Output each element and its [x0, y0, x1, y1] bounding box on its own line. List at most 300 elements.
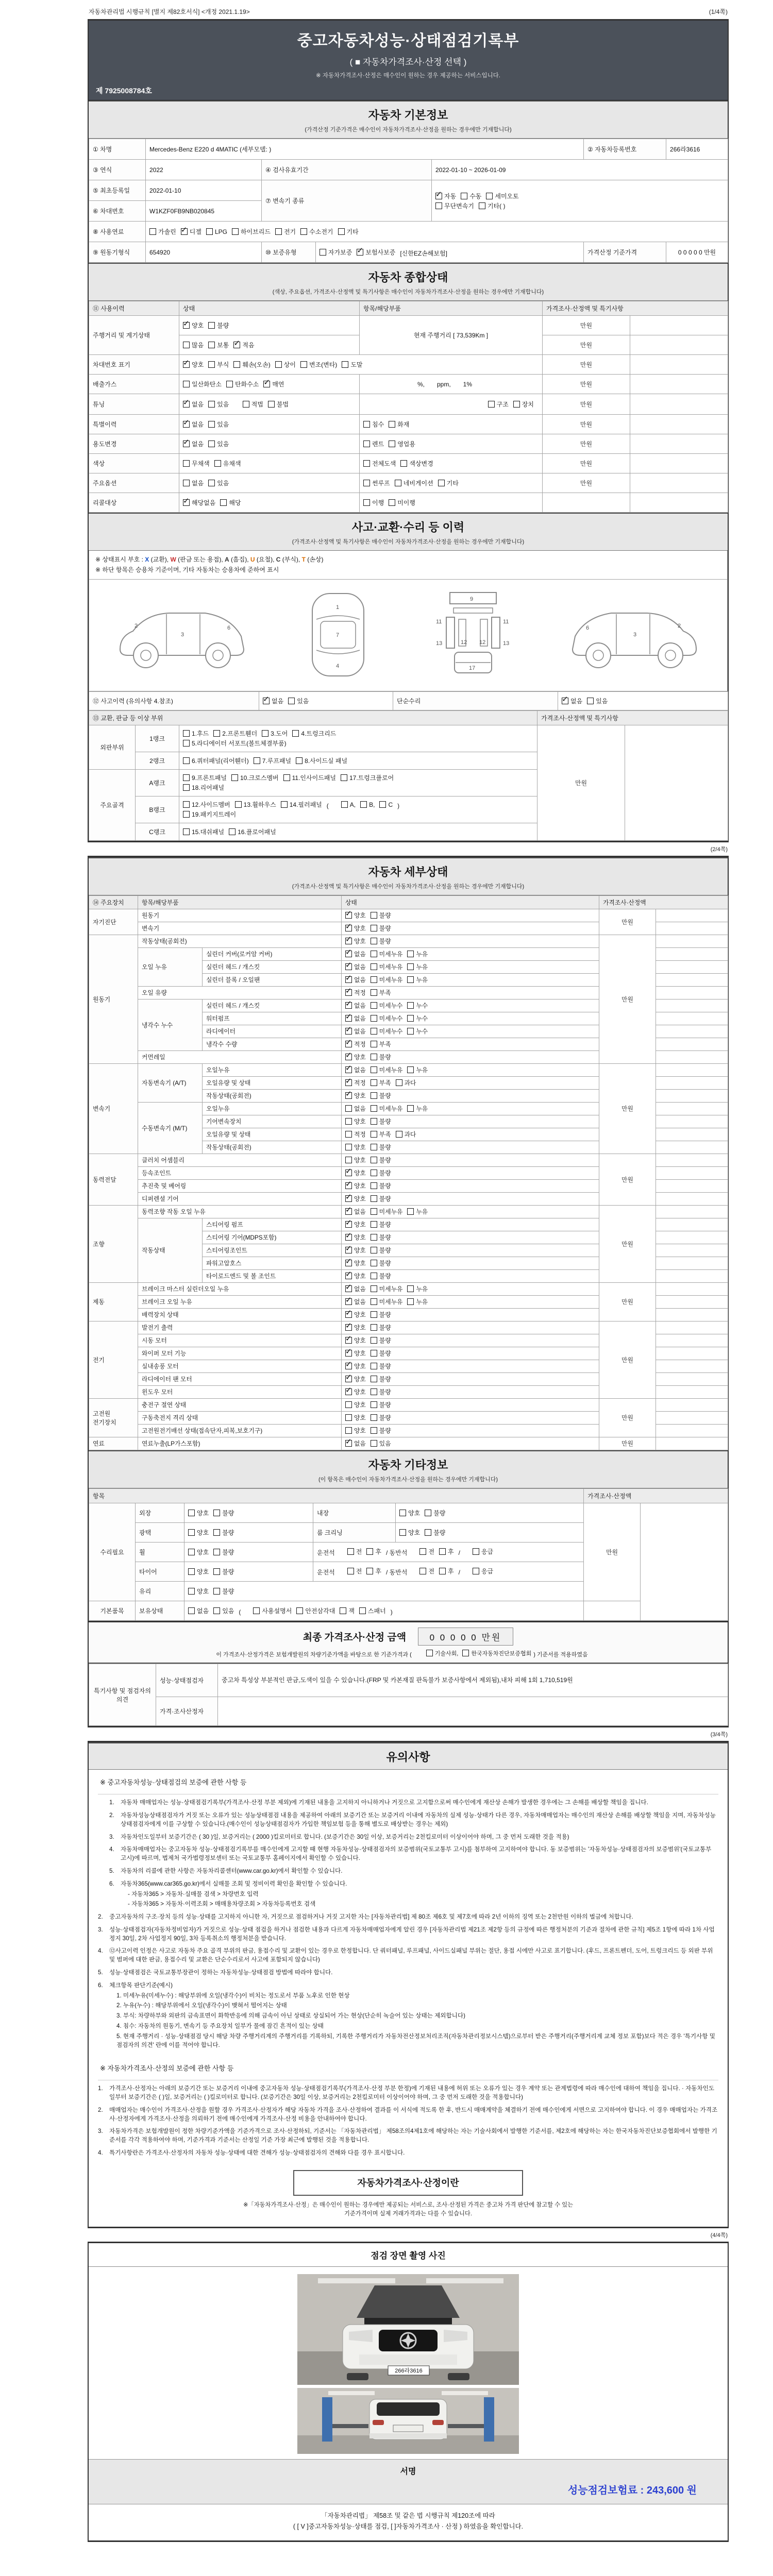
checkbox-부족[interactable]: 부족 [371, 1040, 391, 1048]
legend-symbol-C: C [276, 556, 281, 563]
tuning-legal-checks [243, 402, 293, 409]
notice-item [109, 1867, 718, 1876]
checkbox-하이브리드[interactable]: 하이브리드 [232, 227, 271, 236]
checkbox-불량[interactable]: 불량 [371, 924, 391, 933]
checkbox-유채색[interactable]: 유채색 [214, 459, 241, 468]
checkbox-양호[interactable]: ✓ 양호 [345, 937, 366, 945]
checkbox-구조[interactable]: 구조 [488, 400, 509, 409]
checkbox-불량[interactable]: 불량 [371, 1413, 391, 1422]
checkbox-icon [345, 1144, 352, 1150]
checkbox-불량[interactable]: 불량 [371, 1362, 391, 1370]
overall-status-header [89, 263, 728, 301]
checkbox-많음[interactable]: 많음 [183, 341, 204, 349]
item-label: 오일 유량 [138, 986, 342, 999]
checkbox-A,[interactable]: A, [341, 801, 356, 808]
checkbox-없음[interactable]: ✓ 없음 [345, 950, 366, 958]
legend-desc: (흠집), [229, 556, 250, 563]
checkbox-icon [345, 1182, 352, 1189]
checkbox-후[interactable]: 후 [439, 1567, 454, 1575]
checkbox-양호[interactable]: ✓ 양호 [345, 1323, 366, 1332]
checkbox-없음[interactable]: ✓ 없음 [345, 1014, 366, 1023]
checkbox-수소전기[interactable]: 수소전기 [300, 227, 333, 236]
checkbox-없음[interactable]: ✓ 없음 [345, 1001, 366, 1010]
checkbox-6.쿼터패널(리어휀더)[interactable]: 6.쿼터패널(리어휀더) [183, 756, 249, 765]
checkbox-미세누유[interactable]: 미세누유 [371, 975, 403, 984]
checkbox-적정[interactable]: ✓ 적정 [345, 1040, 366, 1048]
checkbox-icon [396, 1079, 402, 1086]
checkbox-불량[interactable]: 불량 [425, 1528, 445, 1537]
checkbox-없음[interactable]: ✓ 없음 [345, 1065, 366, 1074]
checkbox-기타[interactable]: 기타 [438, 479, 459, 487]
checkbox-양호[interactable]: ✓ 양호 [345, 1387, 366, 1396]
checkbox-불량[interactable]: 불량 [371, 1091, 391, 1100]
checkbox-잭[interactable]: 잭 [340, 1606, 355, 1615]
checkbox-있음[interactable]: 있음 [587, 697, 608, 705]
checkbox-불량[interactable]: 불량 [371, 1053, 391, 1061]
checkbox-17.트렁크플로어[interactable]: 17.트렁크플로어 [341, 773, 394, 782]
checkbox-도말[interactable]: 도말 [342, 360, 362, 369]
checkbox-부족[interactable]: 부족 [371, 1078, 391, 1087]
checkbox-icon [395, 480, 401, 486]
checkbox-icon [263, 381, 270, 387]
checkbox-누유[interactable]: 누유 [407, 1297, 428, 1306]
notice-text: 특기사항란은 가격조사·산정자의 자동차 성능·상태에 대한 견해가 성능·상태점검자의 견해와 다를 경우 표시합니다. [109, 2149, 405, 2157]
state-checks [342, 1437, 599, 1450]
checkbox-미세누유[interactable]: 미세누유 [371, 1297, 403, 1306]
checkbox-불량[interactable]: 불량 [213, 1548, 234, 1556]
checkbox-icon [345, 1131, 352, 1138]
checkbox-12.사이드멤버[interactable]: 12.사이드멤버 [183, 800, 230, 809]
notices-header [89, 1742, 728, 1770]
checkbox-기술사회,[interactable]: 기술사회, [426, 1649, 459, 1657]
checkbox-양호[interactable]: 양호 [188, 1587, 209, 1596]
note-cell [630, 394, 728, 415]
checkbox-C[interactable]: C [379, 801, 393, 808]
checkbox-양호[interactable]: ✓ 양호 [345, 1181, 366, 1190]
state-checks [342, 1424, 599, 1437]
checkbox-스패너[interactable]: 스패너 [359, 1606, 386, 1615]
checkbox-icon [183, 361, 190, 368]
checkbox-icon [371, 1234, 377, 1241]
checkbox-불량[interactable]: 불량 [371, 1233, 391, 1242]
checkbox-양호[interactable]: 양호 [188, 1567, 209, 1576]
note-cell [656, 1012, 728, 1025]
checkbox-후[interactable]: 후 [366, 1547, 381, 1556]
checkbox-없음[interactable]: ✓ 없음 [183, 420, 204, 429]
checkbox-양호[interactable]: 양호 [345, 1426, 366, 1435]
checkbox-무단변속기[interactable]: 무단변속기 [435, 201, 474, 210]
checkbox-불량[interactable]: 불량 [371, 1426, 391, 1435]
rank1-checks [179, 725, 537, 752]
checkbox-누유[interactable]: 누유 [407, 1207, 428, 1216]
page-1 [88, 19, 729, 842]
checkbox-누수[interactable]: 누수 [407, 1014, 428, 1023]
item-label: 실린더 헤드 / 개스킷 [203, 960, 342, 973]
checkbox-icon [235, 801, 242, 808]
checkbox-미세누유[interactable]: 미세누유 [371, 1284, 403, 1293]
checkbox-불량[interactable]: 불량 [213, 1587, 234, 1596]
page-4 [88, 2242, 729, 2543]
fuel-label: ⑧ 사용연료 [89, 222, 146, 242]
notice-number: 1. [98, 2085, 103, 2092]
checkbox-불량[interactable]: 불량 [371, 911, 391, 920]
notice-number: 3. [98, 1926, 103, 1933]
checkbox-icon [425, 1529, 431, 1536]
checkbox-있음[interactable]: 있음 [213, 1606, 234, 1615]
checkbox-icon [188, 1510, 195, 1516]
state-checks [342, 1025, 599, 1038]
tuning-state [179, 394, 360, 415]
checkbox-안전삼각대[interactable]: 안전삼각대 [296, 1606, 335, 1615]
checkbox-없음[interactable]: ✓ 없음 [183, 439, 204, 448]
checkbox-미세누수[interactable]: 미세누수 [371, 1014, 403, 1023]
checkbox-불량[interactable]: 불량 [371, 1375, 391, 1383]
checkbox-양호[interactable]: 양호 [399, 1528, 420, 1537]
note-cell [656, 986, 728, 999]
checkbox-한국자동차진단보증협회[interactable]: 한국자동차진단보증협회 [462, 1649, 531, 1657]
note-cell [656, 1038, 728, 1050]
col-item: 항목 [89, 1488, 584, 1503]
checkbox-과다[interactable]: 과다 [396, 1130, 416, 1139]
checkbox-양호[interactable]: 양호 [188, 1509, 209, 1517]
detail-status-header [89, 857, 728, 895]
checkbox-불량[interactable]: 불량 [371, 1181, 391, 1190]
checkbox-7.루프패널[interactable]: 7.루프패널 [254, 756, 291, 765]
state-checks [342, 1295, 599, 1308]
checkbox-B,[interactable]: B, [360, 801, 375, 808]
checkbox-없음[interactable]: ✓ 없음 [263, 697, 283, 705]
checkbox-icon [396, 1131, 402, 1138]
checkbox-해당[interactable]: 해당 [220, 498, 241, 507]
checkbox-기타( )[interactable]: 기타( ) [479, 201, 506, 210]
notice-subline: 3. 부식: 차량하부와 외판의 금속표면이 화학반응에 의해 금속이 아닌 상태로 상실되어 가는 현상(단순히 녹슬어 있는 상태는 제외합니다) [116, 2012, 465, 2020]
checkbox-누유[interactable]: 누유 [407, 1065, 428, 1074]
checkbox-이행[interactable]: 이행 [363, 498, 384, 507]
checkbox-8.사이드실 패널[interactable]: 8.사이드실 패널 [296, 756, 347, 765]
document-number: 제 7925008784호 [96, 87, 152, 95]
checkbox-11.인사이드패널[interactable]: 11.인사이드패널 [283, 773, 336, 782]
checkbox-누유[interactable]: 누유 [407, 975, 428, 984]
checkbox-양호[interactable]: 양호 [188, 1548, 209, 1556]
checkbox-icon [183, 460, 190, 467]
checkbox-미세누유[interactable]: 미세누유 [371, 1207, 403, 1216]
checkbox-불량[interactable]: 불량 [371, 1323, 391, 1332]
detail-row [89, 1205, 728, 1218]
page-3 [88, 1741, 729, 2228]
checkbox-일산화탄소[interactable]: 일산화탄소 [183, 380, 222, 388]
checkbox-13.휠하우스[interactable]: 13.휠하우스 [235, 800, 276, 809]
notice-subline: 4. 침수: 자동차의 원동기, 변속기 등 주요장치 일부가 물에 잠긴 흔적이 있는 상태 [116, 2023, 324, 2030]
checkbox-불량[interactable]: 불량 [425, 1509, 445, 1517]
checkbox-icon [479, 202, 485, 209]
checkbox-미세누유[interactable]: 미세누유 [371, 1065, 403, 1074]
checkbox-5.라디에이터 서포트(볼트체결부품)[interactable]: 5.라디에이터 서포트(볼트체결부품) [183, 739, 287, 748]
checkbox-있음[interactable]: 있음 [208, 439, 229, 448]
checkbox-불량[interactable]: 불량 [371, 1220, 391, 1229]
checkbox-누유[interactable]: 누유 [407, 962, 428, 971]
checkbox-미세누유[interactable]: 미세누유 [371, 950, 403, 958]
checkbox-양호[interactable]: ✓ 양호 [345, 1053, 366, 1061]
checkbox-양호[interactable]: ✓ 양호 [345, 1091, 366, 1100]
checkbox-양호[interactable]: 양호 [345, 1413, 366, 1422]
checkbox-후[interactable]: 후 [366, 1567, 381, 1575]
checkbox-없음[interactable]: ✓ 없음 [345, 975, 366, 984]
checkbox-icon [262, 730, 268, 737]
checkbox-14.필러패널[interactable]: 14.필러패널 [281, 800, 322, 809]
checkbox-과다[interactable]: 과다 [396, 1078, 416, 1087]
checkbox-16.플로어패널[interactable]: 16.플로어패널 [229, 827, 276, 836]
checkbox-양호[interactable]: ✓ 양호 [345, 1220, 366, 1229]
checkbox-양호[interactable]: ✓ 양호 [183, 360, 204, 369]
checkbox-기타[interactable]: 기타 [338, 227, 359, 236]
checkbox-누유[interactable]: 누유 [407, 1104, 428, 1113]
checkbox-icon [183, 801, 190, 808]
checkbox-누유[interactable]: 누유 [407, 1284, 428, 1293]
checkbox-양호[interactable]: ✓ 양호 [345, 1336, 366, 1345]
svg-text:12: 12 [479, 639, 486, 646]
checkbox-icon [371, 1144, 377, 1150]
checkbox-전[interactable]: 전 [347, 1547, 362, 1556]
svg-text:2: 2 [135, 623, 138, 630]
checkbox-가솔린[interactable]: 가솔린 [149, 227, 176, 236]
checkbox-양호[interactable]: ✓ 양호 [345, 911, 366, 920]
checkbox-양호[interactable]: ✓ 양호 [345, 924, 366, 933]
checkbox-양호[interactable]: ✓ 양호 [345, 1310, 366, 1319]
checkbox-보통[interactable]: 보통 [208, 341, 229, 349]
notice-subline: 1. 미세누유(미세누수) : 해당부위에 오일(냉각수)이 비치는 정도로서 부품 노후로 인한 현상 [116, 1992, 350, 1999]
checkbox-전[interactable]: 전 [347, 1567, 362, 1575]
checkbox-불량[interactable]: 불량 [208, 321, 229, 330]
checkbox-양호[interactable]: ✓ 양호 [345, 1375, 366, 1383]
checkbox-icon [345, 1414, 352, 1421]
checkbox-양호[interactable]: 양호 [345, 1400, 366, 1409]
notice-number: 2. [109, 1811, 114, 1819]
notice-item [98, 2106, 718, 2124]
checkbox-미세누유[interactable]: 미세누유 [371, 1104, 403, 1113]
checkbox-불량[interactable]: 불량 [371, 1117, 391, 1126]
checkbox-무채색[interactable]: 무채색 [183, 459, 210, 468]
price-cell: 만원 [543, 375, 630, 394]
checkbox-불법[interactable]: 불법 [268, 400, 289, 409]
room-cleaning-checks [396, 1522, 584, 1542]
checkbox-불량[interactable]: 불량 [371, 1156, 391, 1164]
checkbox-미세누유[interactable]: 미세누유 [371, 962, 403, 971]
checkbox-부족[interactable]: 부족 [371, 1130, 391, 1139]
note-cell [656, 1244, 728, 1257]
checkbox-LPG[interactable]: LPG [206, 228, 227, 235]
checkbox-불량[interactable]: 불량 [371, 1272, 391, 1280]
checkbox-미세누수[interactable]: 미세누수 [371, 1027, 403, 1036]
checkbox-불량[interactable]: 불량 [371, 1143, 391, 1151]
checkbox-영업용[interactable]: 영업용 [389, 439, 415, 448]
checkbox-있음[interactable]: 있음 [371, 1439, 391, 1448]
checkbox-불량[interactable]: 불량 [213, 1528, 234, 1537]
checkbox-icon [243, 401, 249, 408]
state-checks [342, 1050, 599, 1063]
checkbox-렌트[interactable]: 렌트 [363, 439, 384, 448]
checkbox-훼손(오손)[interactable]: 훼손(오손) [233, 360, 270, 369]
checkbox-응급[interactable]: 응급 [473, 1567, 493, 1575]
checkbox-화재[interactable]: 화재 [389, 420, 409, 429]
checkbox-없음[interactable]: ✓ 없음 [345, 1284, 366, 1293]
inline-text: / 동반석 [385, 1549, 408, 1557]
checkbox-3.도어[interactable]: 3.도어 [262, 729, 288, 738]
checkbox-적법[interactable]: 적법 [243, 400, 263, 409]
checkbox-사용설명서[interactable]: 사용설명서 [253, 1606, 292, 1615]
checkbox-icon [345, 989, 352, 996]
checkbox-icon [363, 421, 370, 428]
checkbox-적정[interactable]: ✓ 적정 [345, 988, 366, 997]
notice-block2-header: ※ 자동차가격조사·산정의 보증에 관한 사항 등 [98, 2058, 718, 2080]
checkbox-icon [407, 1285, 414, 1292]
checkbox-icon [183, 828, 190, 835]
checkbox-icon [232, 228, 239, 235]
checkbox-양호[interactable]: ✓ 양호 [345, 1233, 366, 1242]
glass-checks [184, 1581, 584, 1601]
checkbox-불량[interactable]: 불량 [371, 1400, 391, 1409]
state-checks [342, 1179, 599, 1192]
checkbox-전기[interactable]: 전기 [275, 227, 296, 236]
note-cell [656, 1192, 728, 1205]
checkbox-불량[interactable]: 불량 [371, 1259, 391, 1267]
price-cell: 만원 [543, 394, 630, 415]
checkbox-icon [345, 1285, 352, 1292]
checkbox-19.패키지트레이[interactable]: 19.패키지트레이 [183, 810, 236, 819]
checkbox-불량[interactable]: 불량 [213, 1509, 234, 1517]
checkbox-1.후드[interactable]: 1.후드 [183, 729, 209, 738]
checkbox-응급[interactable]: 응급 [473, 1547, 493, 1556]
checkbox-전[interactable]: 전 [419, 1547, 434, 1556]
checkbox-없음[interactable]: ✓ 없음 [345, 962, 366, 971]
checkbox-양호[interactable]: 양호 [345, 1143, 366, 1151]
checkbox-수동[interactable]: 수동 [461, 192, 481, 200]
checkbox-침수[interactable]: 침수 [363, 420, 384, 429]
checkbox-양호[interactable]: 양호 [345, 1156, 366, 1164]
checkbox-없음[interactable]: ✓ 없음 [183, 400, 204, 409]
checkbox-탄화수소[interactable]: 탄화수소 [226, 380, 259, 388]
checkbox-양호[interactable]: 양호 [188, 1528, 209, 1537]
checkbox-불량[interactable]: 불량 [371, 1349, 391, 1358]
checkbox-icon [371, 1350, 377, 1357]
checkbox-양호[interactable]: ✓ 양호 [345, 1259, 366, 1267]
checkbox-누유[interactable]: 누유 [407, 950, 428, 958]
checkbox-불량[interactable]: 불량 [371, 1336, 391, 1345]
checkbox-상이[interactable]: 상이 [275, 360, 296, 369]
checkbox-불량[interactable]: 불량 [371, 1310, 391, 1319]
checkbox-4.트렁크리드[interactable]: 4.트렁크리드 [292, 729, 336, 738]
checkbox-자동[interactable]: ✓ 자동 [435, 192, 456, 200]
svg-text:1: 1 [335, 604, 339, 611]
checkbox-없음[interactable]: ✓ 없음 [345, 1297, 366, 1306]
checkbox-양호[interactable]: ✓ 양호 [345, 1168, 366, 1177]
checkbox-썬루프[interactable]: 썬루프 [363, 479, 390, 487]
notice-subline: - 자동차365 > 자동차·이력조회 > 매매용차량조회 > 자동차등록번호 검색 [128, 1901, 316, 1908]
checkbox-변조(변타)[interactable]: 변조(변타) [300, 360, 337, 369]
checkbox-없음[interactable]: 없음 [188, 1606, 209, 1615]
checkbox-디젤[interactable]: ✓ 디젤 [181, 227, 201, 236]
checkbox-불량[interactable]: 불량 [371, 937, 391, 945]
checkbox-보험사보증[interactable]: ✓ 보험사보증 [357, 248, 395, 257]
checkbox-양호[interactable]: ✓ 양호 [345, 1272, 366, 1280]
checkbox-미이행[interactable]: 미이행 [389, 498, 415, 507]
checkbox-불량[interactable]: 불량 [371, 1246, 391, 1255]
checkbox-없음[interactable]: ✓ 없음 [345, 1439, 366, 1448]
checkbox-양호[interactable]: ✓ 양호 [345, 1246, 366, 1255]
checkbox-없음[interactable]: 없음 [183, 479, 204, 487]
legend-desc: (부식), [280, 556, 302, 563]
checkbox-있음[interactable]: 있음 [208, 420, 229, 429]
checkbox-18.리어패널[interactable]: 18.리어패널 [183, 783, 224, 792]
checkbox-icon [213, 1607, 220, 1614]
reg-no-value: 266라3616 [666, 139, 728, 160]
device-group-label: 원동기 [89, 935, 138, 1063]
main-option-label: 주요옵션 [89, 473, 179, 493]
checkbox-미세누수[interactable]: 미세누수 [371, 1001, 403, 1010]
checkbox-적정[interactable]: 적정 [345, 1130, 366, 1139]
checkbox-있음[interactable]: 있음 [288, 697, 309, 705]
checkbox-누수[interactable]: 누수 [407, 1001, 428, 1010]
checkbox-부식[interactable]: 부식 [208, 360, 229, 369]
checkbox-양호[interactable]: ✓ 양호 [345, 1362, 366, 1370]
checkbox-없음[interactable]: ✓ 없음 [345, 1027, 366, 1036]
checkbox-icon [371, 912, 377, 919]
checkbox-불량[interactable]: 불량 [371, 1387, 391, 1396]
col-price: 가격조사·산정액 [599, 895, 728, 909]
checkbox-색상변경[interactable]: 색상변경 [400, 459, 433, 468]
checkbox-매연[interactable]: ✓ 매연 [263, 380, 284, 388]
checkbox-자가보증[interactable]: 자가보증 [320, 248, 352, 257]
checkbox-2.프론트휀더[interactable]: 2.프론트휀더 [213, 729, 257, 738]
checkbox-해당없음[interactable]: ✓ 해당없음 [183, 498, 215, 507]
checkbox-양호[interactable]: ✓ 양호 [183, 321, 204, 330]
checkbox-적음[interactable]: ✓ 적음 [233, 341, 254, 349]
checkbox-있음[interactable]: 있음 [208, 400, 229, 409]
checkbox-없음[interactable]: 없음 [345, 1104, 366, 1113]
checkbox-icon [371, 925, 377, 931]
checkbox-10.크로스멤버[interactable]: 10.크로스멤버 [231, 773, 279, 782]
checkbox-네비게이션[interactable]: 네비게이션 [395, 479, 433, 487]
checkbox-후[interactable]: 후 [439, 1547, 454, 1556]
checkbox-세미오토[interactable]: 세미오토 [486, 192, 518, 200]
legend-symbol-A: A [225, 556, 229, 563]
checkbox-있음[interactable]: 있음 [208, 479, 229, 487]
note-cell [656, 1295, 728, 1308]
checkbox-icon [371, 1285, 377, 1292]
checkbox-15.대쉬패널[interactable]: 15.대쉬패널 [183, 827, 224, 836]
checkbox-없음[interactable]: ✓ 없음 [345, 1207, 366, 1216]
checkbox-양호[interactable]: ✓ 양호 [345, 1194, 366, 1203]
checkbox-9.프론트패널[interactable]: 9.프론트패널 [183, 773, 227, 782]
checkbox-장치[interactable]: 장치 [513, 400, 534, 409]
checkbox-양호[interactable]: 양호 [399, 1509, 420, 1517]
checkbox-불량[interactable]: 불량 [371, 1168, 391, 1177]
checkbox-불량[interactable]: 불량 [213, 1567, 234, 1576]
checkbox-전체도색[interactable]: 전체도색 [363, 459, 396, 468]
checkbox-icon [366, 1568, 373, 1574]
checkbox-양호[interactable]: 양호 [345, 1117, 366, 1126]
checkbox-없음[interactable]: ✓ 없음 [562, 697, 582, 705]
checkbox-적정[interactable]: ✓ 적정 [345, 1078, 366, 1087]
checkbox-불량[interactable]: 불량 [371, 1194, 391, 1203]
svg-text:4: 4 [335, 663, 339, 670]
notice-text: 자동차매매업자는 중고자동차 성능·상태점검기록부를 매수인에게 고지할 때 현행 자동차성능·상태점검자의 보증범위(국토교통부 고시)를 첨부하여 고지하여야 합니다. 동 보증범위는 '자동차성능·상태점검자의 보증범위'(국토교통부 고시)에 따르며, 법제처 국가법령정보센터 또는 국토교통부 홈페이지에서 확인할 수 있습니다. [121, 1846, 712, 1862]
checkbox-양호[interactable]: ✓ 양호 [345, 1349, 366, 1358]
checkbox-부족[interactable]: 부족 [371, 988, 391, 997]
note-cell [656, 1385, 728, 1398]
checkbox-누수[interactable]: 누수 [407, 1027, 428, 1036]
checkbox-전[interactable]: 전 [419, 1567, 434, 1575]
notice-item [98, 2127, 718, 2145]
